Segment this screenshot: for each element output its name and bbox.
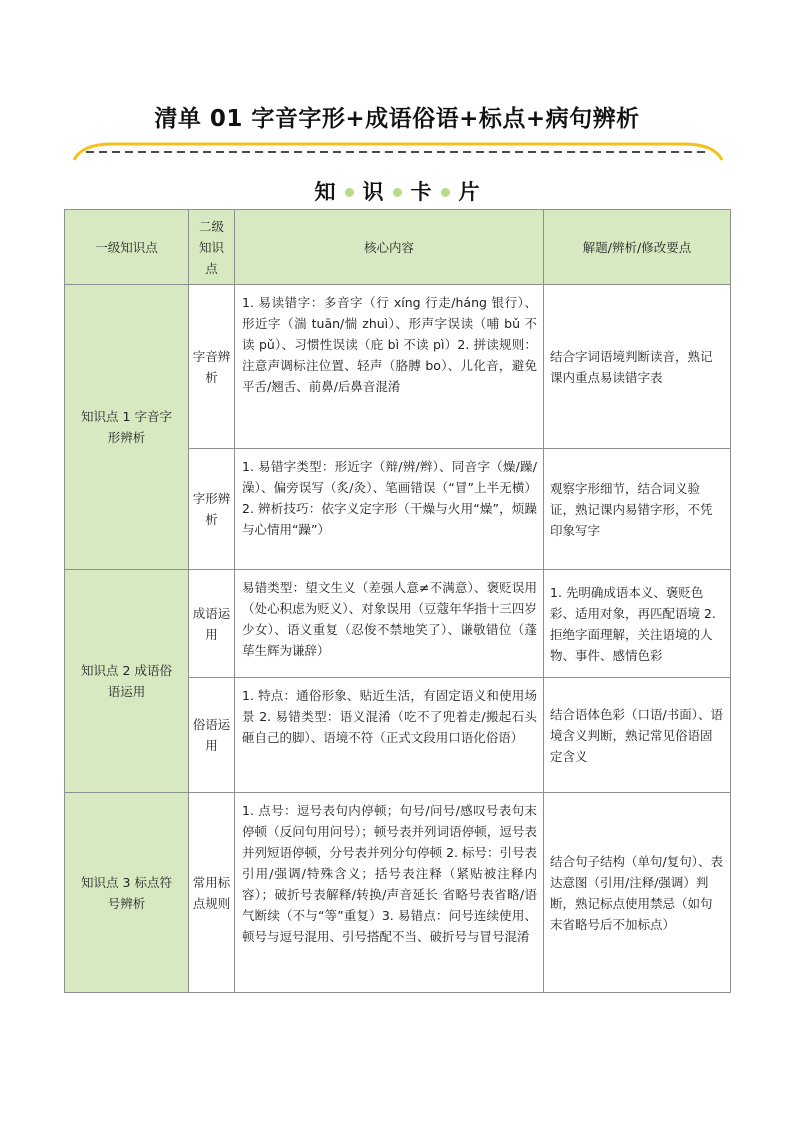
level1-cell: 知识点 3 标点符号辨析	[65, 793, 189, 993]
section-heading-char-3: 卡	[410, 180, 432, 204]
core-content-cell: 1. 易错字类型：形近字（辩/辨/辫）、同音字（燥/躁/澡）、偏旁误写（炙/灸）、笔画错误（“冒”上半无横）2. 辨析技巧：依字义定字形（干燥与火用“燥”，烦躁与心情用“躁”）	[235, 449, 544, 570]
bullet-dot-icon	[393, 188, 402, 197]
table-row	[65, 285, 731, 449]
level2-cell: 俗语运用	[189, 678, 235, 793]
core-content-cell: 1. 点号：逗号表句内停顿；句号/问号/感叹号表句末停顿（反问句用问号）；顿号表并列词语停顿，逗号表并列短语停顿，分号表并列分句停顿 2. 标号：引号表引用/强调/特殊含义；括号表注释（紧贴被注释内容）；破折号表解释/转换/声音延长 省略号表省略/语气断续（不与“等”重复）3. 易错点：问号连续使用、顿号与逗号混用、引号搭配不当、破折号与冒号混淆	[235, 793, 544, 993]
section-heading-char-1: 知	[314, 180, 336, 204]
core-content-cell: 易错类型：望文生义（差强人意≠不满意）、褒贬误用（处心积虑为贬义）、对象误用（豆蔻年华指十三四岁少女）、语义重复（忍俊不禁地笑了）、谦敬错位（蓬荜生辉为谦辞）	[235, 570, 544, 678]
section-heading-char-2: 识	[362, 180, 384, 204]
header-tips: 解题/辨析/修改要点	[544, 210, 731, 285]
table-row	[65, 793, 731, 993]
tips-cell: 1. 先明确成语本义、褒贬色彩、适用对象，再匹配语境 2. 拒绝字面理解，关注语境的人物、事件、感情色彩	[544, 570, 731, 678]
level2-cell: 常用标点规则	[189, 793, 235, 993]
knowledge-table	[64, 209, 731, 993]
core-content-cell: 1. 特点：通俗形象、贴近生活，有固定语义和使用场景 2. 易错类型：语义混淆（吃不了兜着走/搬起石头砸自己的脚）、语境不符（正式文段用口语化俗语）	[235, 678, 544, 793]
header-core: 核心内容	[235, 210, 544, 285]
core-content-cell: 1. 易读错字：多音字（行 xíng 行走/háng 银行）、形近字（湍 tuān/惴 zhuì）、形声字误读（哺 bǔ 不读 pǔ）、习惯性误读（庇 bì 不读 pì）2. 拼读规则：注意声调标注位置、轻声（胳膊 bo）、儿化音，避免平舌/翘舌、前鼻/后鼻音混淆	[235, 285, 544, 449]
table-row	[65, 570, 731, 678]
header-level2: 二级知识点	[189, 210, 235, 285]
tips-cell: 结合语体色彩（口语/书面）、语境含义判断，熟记常见俗语固定含义	[544, 678, 731, 793]
tips-cell: 结合字词语境判断读音，熟记课内重点易读错字表	[544, 285, 731, 449]
page-title: 清单 01 字音字形+成语俗语+标点+病句辨析	[154, 106, 640, 132]
tips-cell: 结合句子结构（单句/复句）、表达意图（引用/注释/强调）判断，熟记标点使用禁忌（如句末省略号后不加标点）	[544, 793, 731, 993]
title-underline-decoration	[72, 138, 724, 162]
section-heading-char-4: 片	[458, 180, 480, 204]
bullet-dot-icon	[441, 188, 450, 197]
section-heading	[0, 176, 794, 206]
table-header-row	[65, 210, 731, 285]
header-level1: 一级知识点	[65, 210, 189, 285]
level2-cell: 成语运用	[189, 570, 235, 678]
tips-cell: 观察字形细节，结合词义验证，熟记课内易错字形，不凭印象写字	[544, 449, 731, 570]
level1-cell: 知识点 2 成语俗语运用	[65, 570, 189, 793]
level2-cell: 字音辨析	[189, 285, 235, 449]
level1-cell: 知识点 1 字音字形辨析	[65, 285, 189, 570]
level2-cell: 字形辨析	[189, 449, 235, 570]
bullet-dot-icon	[345, 188, 354, 197]
